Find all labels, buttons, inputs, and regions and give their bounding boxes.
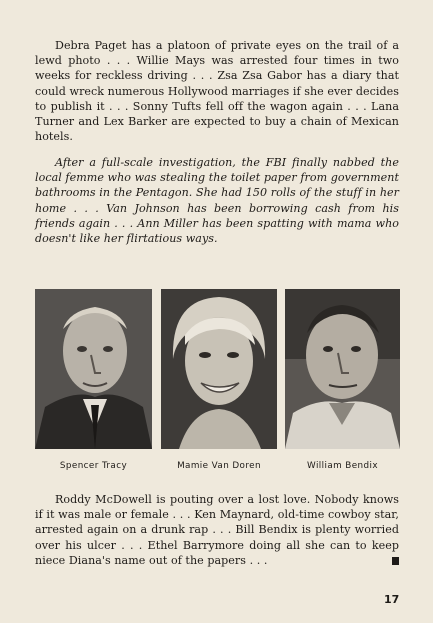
photo-caption-2: Mamie Van Doren — [177, 461, 261, 471]
photo-spencer-tracy — [35, 289, 152, 449]
photo-caption-3: William Bendix — [307, 461, 378, 471]
gossip-paragraph-3 — [35, 492, 399, 568]
photo-william-bendix — [285, 289, 400, 449]
gossip-paragraph-1: Debra Paget has a platoon of private eyes on the trail of a lewd photo . . . Willie Mays was arrested four times in two weeks for reckless driving . . . Zsa Zsa Gabor has a diary that could wreck numerous Hollywood marriages if she ever decides to publish it . . . Sonny Tufts fell off the wagon again . . . Lana Turner and Lex Barker are expected to buy a chain of Mexican hotels. — [35, 39, 399, 144]
photo-row — [35, 289, 399, 449]
page-number: 17 — [384, 593, 400, 606]
end-of-article-mark — [392, 557, 399, 565]
gossip-paragraph-3-text: Roddy McDowell is pouting over a lost love. Nobody knows if it was male or female . . . Ken Maynard, old-time cowboy star, arrested again on a drunk rap . . . Bill Bendix is plenty worried over his ulcer . . . Ethel Barrymore doing all she can to keep niece Diana's name out of the papers . . . — [35, 493, 399, 567]
photo-caption-1: Spencer Tracy — [59, 461, 128, 471]
gossip-paragraph-2: After a full-scale investigation, the FBI finally nabbed the local femme who was stealing the toilet paper from government bathrooms in the Pentagon. She had 150 rolls of the stuff in her home . . . Van Johnson has been borrowing cash from his friends again . . . Ann Miller has been spatting with mama who doesn't like her flirtatious ways. — [35, 156, 399, 246]
photo-mamie-van-doren — [161, 289, 277, 449]
